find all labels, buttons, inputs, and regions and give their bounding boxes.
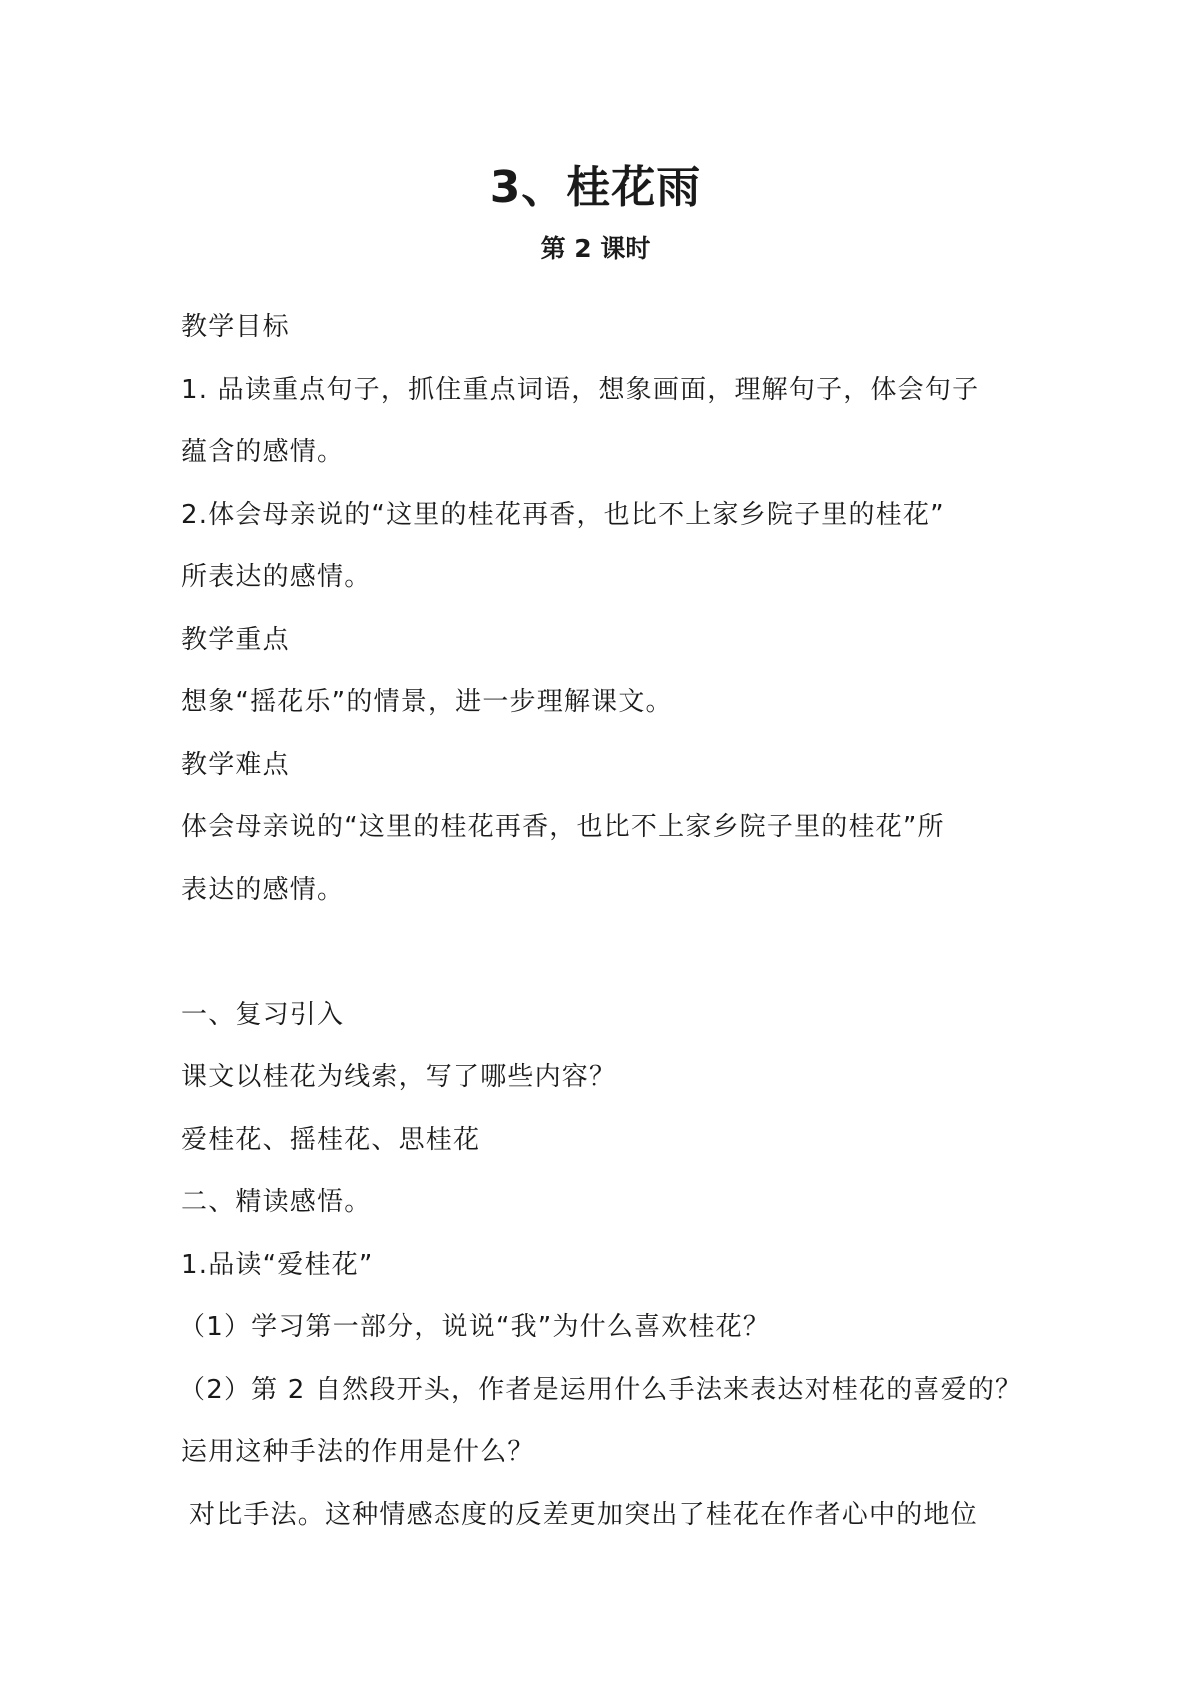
difficult-point-line-2: 表达的感情。 xyxy=(181,874,345,905)
heading-difficult-points: 教学难点 xyxy=(181,749,290,780)
document-body xyxy=(181,296,1041,1546)
document-title: 3、桂花雨 xyxy=(489,162,702,213)
question-1: （1）学习第一部分，说说“我”为什么喜欢桂花？ xyxy=(179,1312,771,1342)
goal-1-line-1: 1. 品读重点句子，抓住重点词语，想象画面，理解句子，体会句子 xyxy=(181,374,980,405)
heading-key-points: 教学重点 xyxy=(181,624,290,655)
answer-contrast-technique: 对比手法。这种情感态度的反差更加突出了桂花在作者心中的地位 xyxy=(189,1499,978,1530)
review-question: 课文以桂花为线索，写了哪些内容？ xyxy=(181,1062,617,1092)
goal-1-line-2: 蕴含的感情。 xyxy=(181,437,345,467)
heading-teaching-goals: 教学目标 xyxy=(181,312,290,342)
difficult-point-line-1: 体会母亲说的“这里的桂花再香，也比不上家乡院子里的桂花”所 xyxy=(181,812,945,842)
question-2-line-1: （2）第 2 自然段开头，作者是运用什么手法来表达对桂花的喜爱的？ xyxy=(179,1374,1023,1405)
section-review-intro: 一、复习引入 xyxy=(181,999,345,1030)
subsection-love-osmanthus: 1.品读“爱桂花” xyxy=(181,1249,374,1280)
section-close-reading: 二、精读感悟。 xyxy=(181,1187,372,1217)
question-2-line-2: 运用这种手法的作用是什么？ xyxy=(181,1437,535,1467)
lesson-subtitle: 第 2 课时 xyxy=(540,234,651,263)
key-point-text: 想象“摇花乐”的情景，进一步理解课文。 xyxy=(181,687,673,717)
review-answer: 爱桂花、摇桂花、思桂花 xyxy=(181,1124,481,1155)
goal-2-line-1: 2.体会母亲说的“这里的桂花再香，也比不上家乡院子里的桂花” xyxy=(181,499,945,530)
goal-2-line-2: 所表达的感情。 xyxy=(181,562,372,592)
blank-line xyxy=(181,921,1041,984)
